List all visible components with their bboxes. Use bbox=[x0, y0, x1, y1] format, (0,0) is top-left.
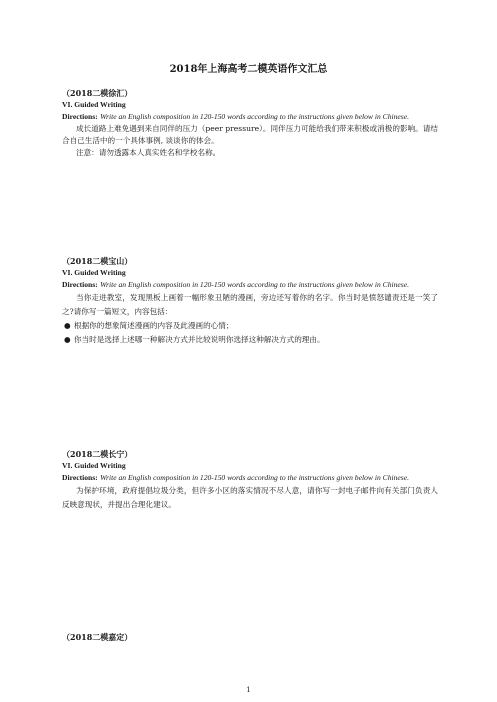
directions bbox=[62, 111, 438, 123]
section-changning bbox=[62, 448, 438, 512]
document-title: 2018年上海高考二模英语作文汇总 bbox=[169, 64, 328, 75]
bullet-text: 根据你的想象简述漫画的内容及此漫画的心情； bbox=[74, 321, 234, 330]
section-heading: （2018二模嘉定） bbox=[62, 632, 133, 642]
directions-label: Directions: bbox=[62, 473, 98, 482]
prompt-paragraph: 成长道路上难免遇到来自同伴的压力（peer pressure）。同伴压力可能给我们带来积极或消极的影响。请结合自己生活中的一个具体事例, 谈谈你的体会。 bbox=[62, 124, 438, 145]
section-heading: （2018二模长宁） bbox=[62, 449, 133, 459]
prompt-paragraph: 当你走进教室，发现黑板上画着一幅形象丑陋的漫画，旁边还写着你的名字。你当时是愤怒谴责还是一笑了之?请你写一篇短文，内容包括： bbox=[62, 293, 438, 316]
prompt-paragraph: 为保护环境，政府提倡垃圾分类，但许多小区的落实情况不尽人意，请你写一封电子邮件向有关部门负责人反映意现状，并提出合理化建议。 bbox=[62, 486, 438, 509]
directions-label: Directions: bbox=[62, 112, 98, 121]
page-number: 1 bbox=[246, 686, 251, 694]
bullet-text: 你当时是选择上述哪一种解决方式并比较说明你选择这种解决方式的理由。 bbox=[74, 335, 325, 344]
directions-text: Write an English composition in 120-150 words according to the instructions given below in Chinese. bbox=[100, 112, 410, 121]
directions-text: Write an English composition in 120-150 words according to the instructions given below in Chinese. bbox=[100, 473, 410, 482]
bullet-icon: ● bbox=[64, 335, 71, 344]
note-paragraph: 注意：请勿透露本人真实姓名和学校名称。 bbox=[76, 148, 221, 157]
section-heading: （2018二模徐汇） bbox=[62, 88, 133, 98]
section-jiading bbox=[62, 631, 438, 643]
directions-label: Directions: bbox=[62, 280, 98, 289]
part-title: VI. Guided Writing bbox=[62, 461, 126, 470]
directions bbox=[62, 279, 438, 291]
directions-text: Write an English composition in 120-150 words according to the instructions given below in Chinese. bbox=[100, 280, 410, 289]
bullet-icon: ● bbox=[64, 321, 71, 330]
bullet-item bbox=[62, 319, 438, 333]
part-title: VI. Guided Writing bbox=[62, 268, 126, 277]
section-heading: （2018二模宝山） bbox=[62, 256, 133, 266]
part-title: VI. Guided Writing bbox=[62, 100, 126, 109]
directions bbox=[62, 472, 438, 484]
bullet-item bbox=[62, 333, 438, 347]
section-baoshan bbox=[62, 255, 438, 347]
section-xuhui bbox=[62, 87, 438, 159]
